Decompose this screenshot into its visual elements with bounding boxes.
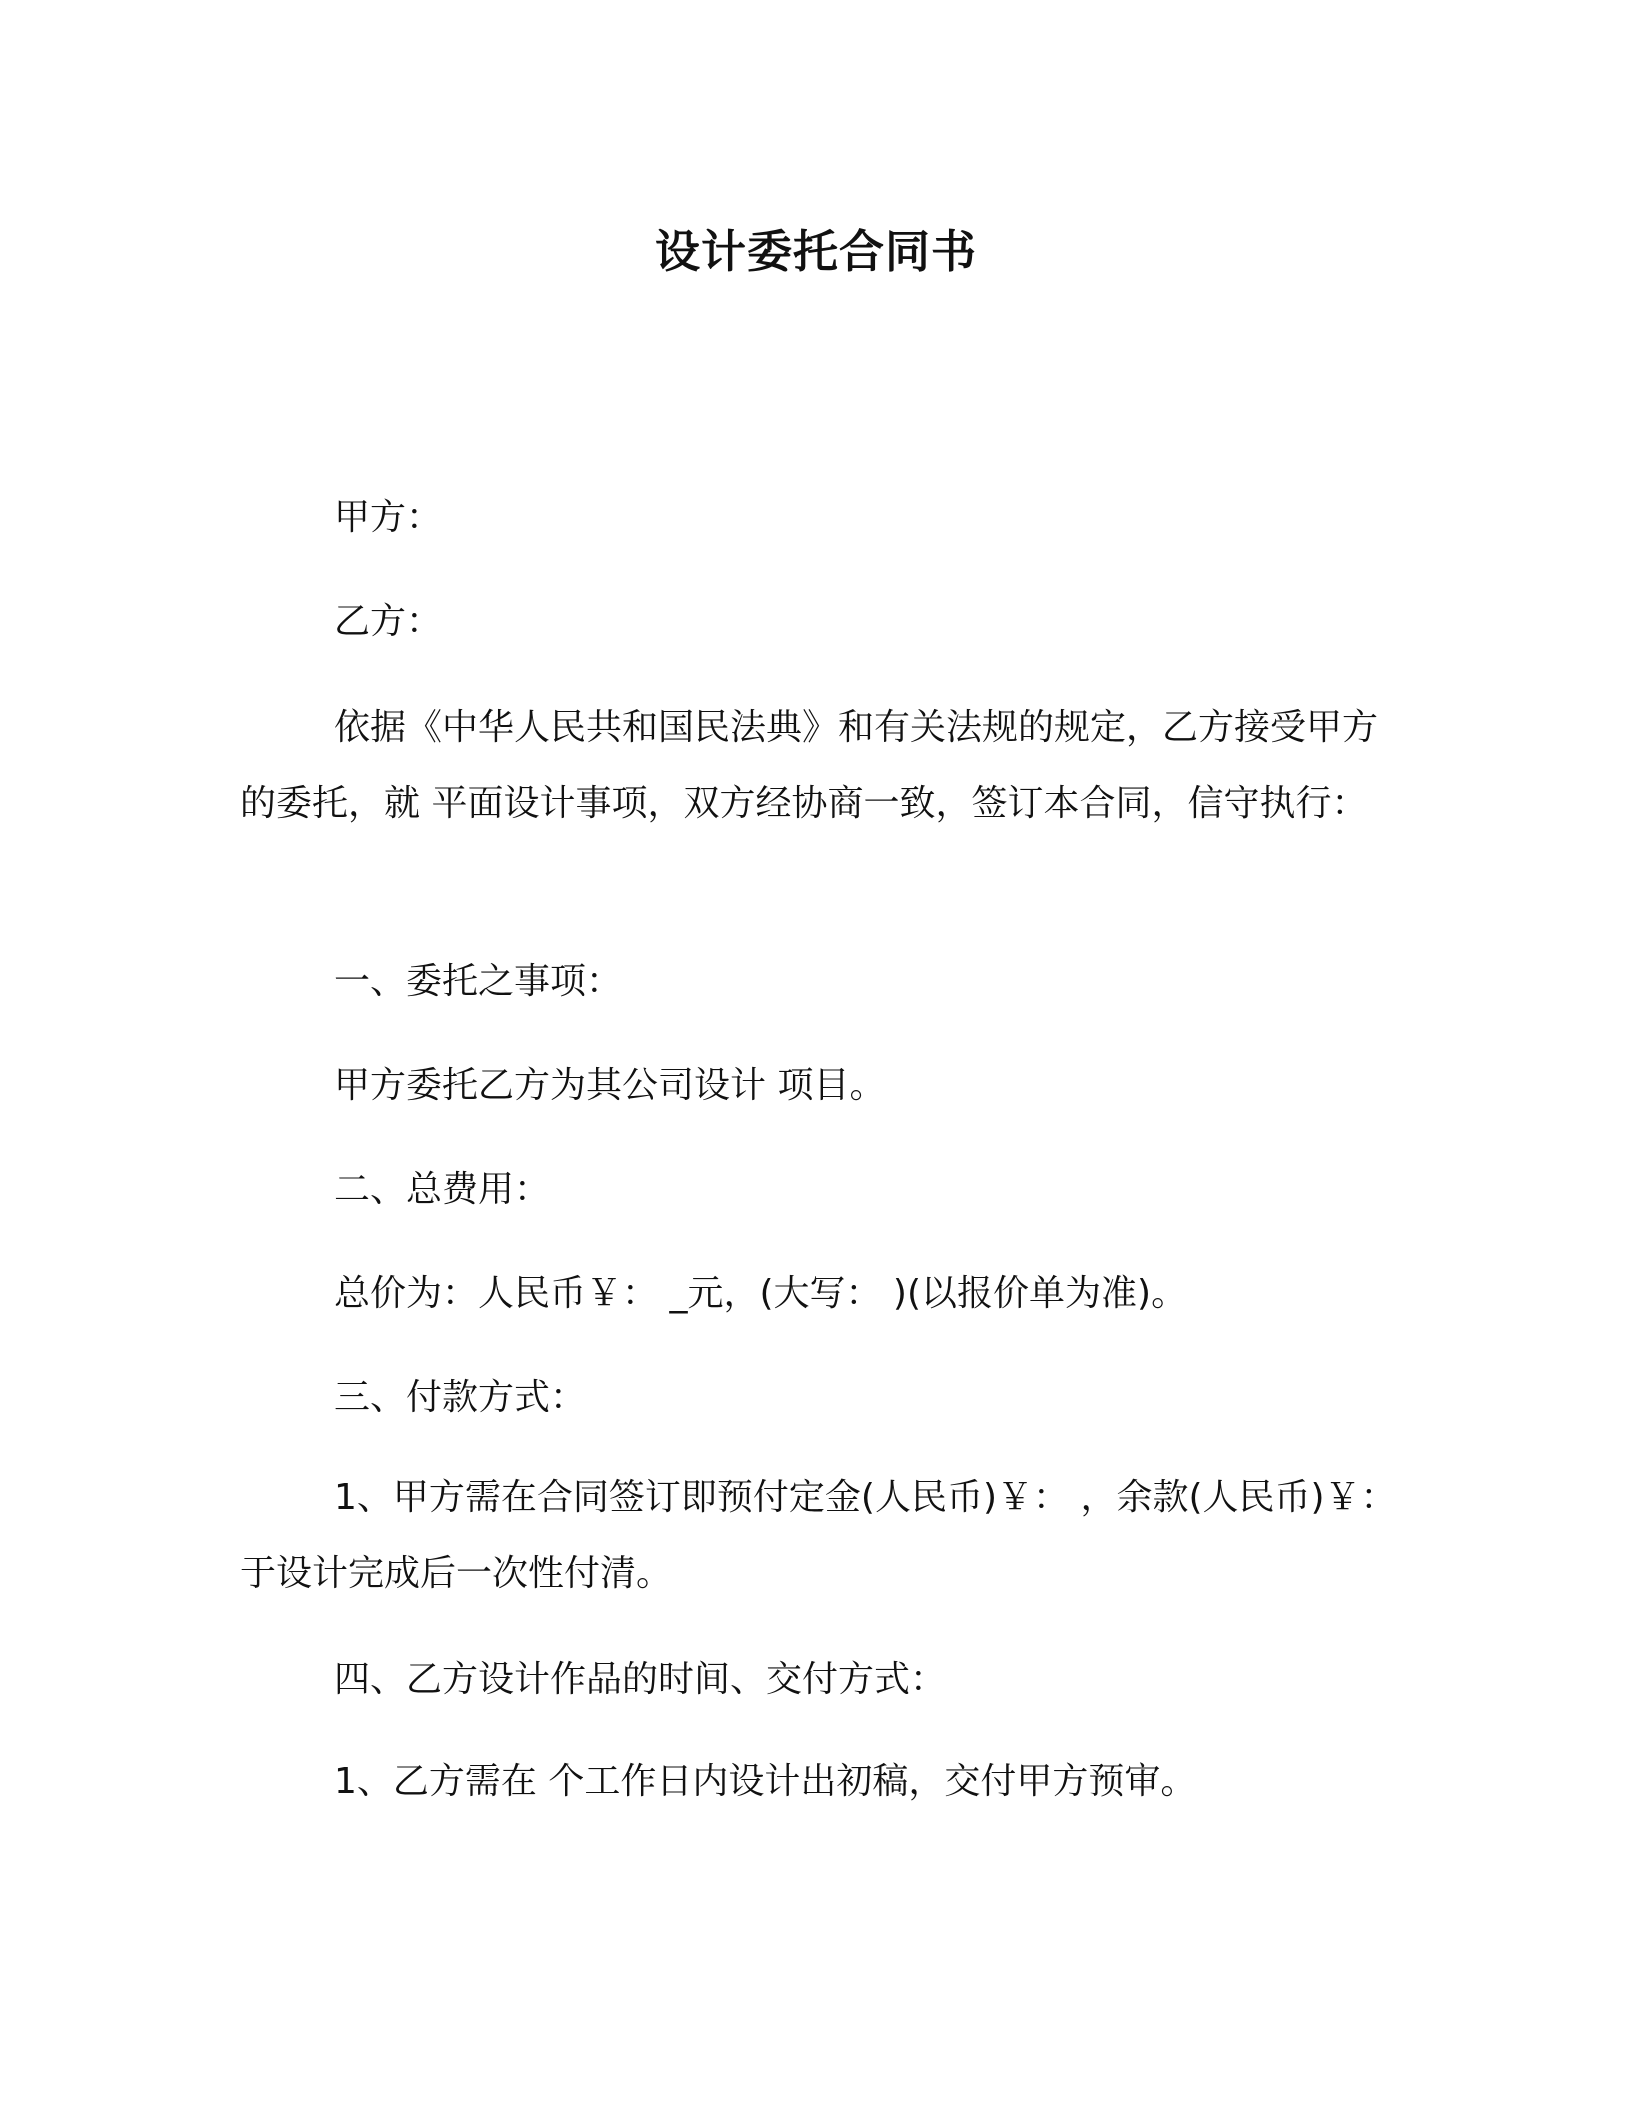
section-1-body: 甲方委托乙方为其公司设计 项目。	[334, 1065, 886, 1106]
document-title: 设计委托合同书	[654, 225, 977, 278]
section-2-body: 总价为：人民币￥： _元，(大写： )(以报价单为准)。	[334, 1273, 1188, 1314]
section-3-heading: 三、付款方式：	[334, 1377, 587, 1418]
section-3-item-1: 1、甲方需在合同签订即预付定金(人民币)￥： ，余款(人民币)￥：于设计完成后一次性付清。	[240, 1477, 1397, 1594]
party-b-label: 乙方：	[334, 601, 443, 642]
party-a-label: 甲方：	[334, 497, 443, 538]
intro-paragraph: 依据《中华人民共和国民法典》和有关法规的规定，乙方接受甲方的委托，就 平面设计事项，双方经协商一致，签订本合同，信守执行：	[240, 707, 1379, 824]
section-1-heading: 一、委托之事项：	[334, 961, 623, 1002]
section-4-item-1: 1、乙方需在 个工作日内设计出初稿，交付甲方预审。	[334, 1761, 1197, 1802]
section-4-heading: 四、乙方设计作品的时间、交付方式：	[334, 1659, 947, 1700]
section-2-heading: 二、总费用：	[334, 1169, 551, 1210]
